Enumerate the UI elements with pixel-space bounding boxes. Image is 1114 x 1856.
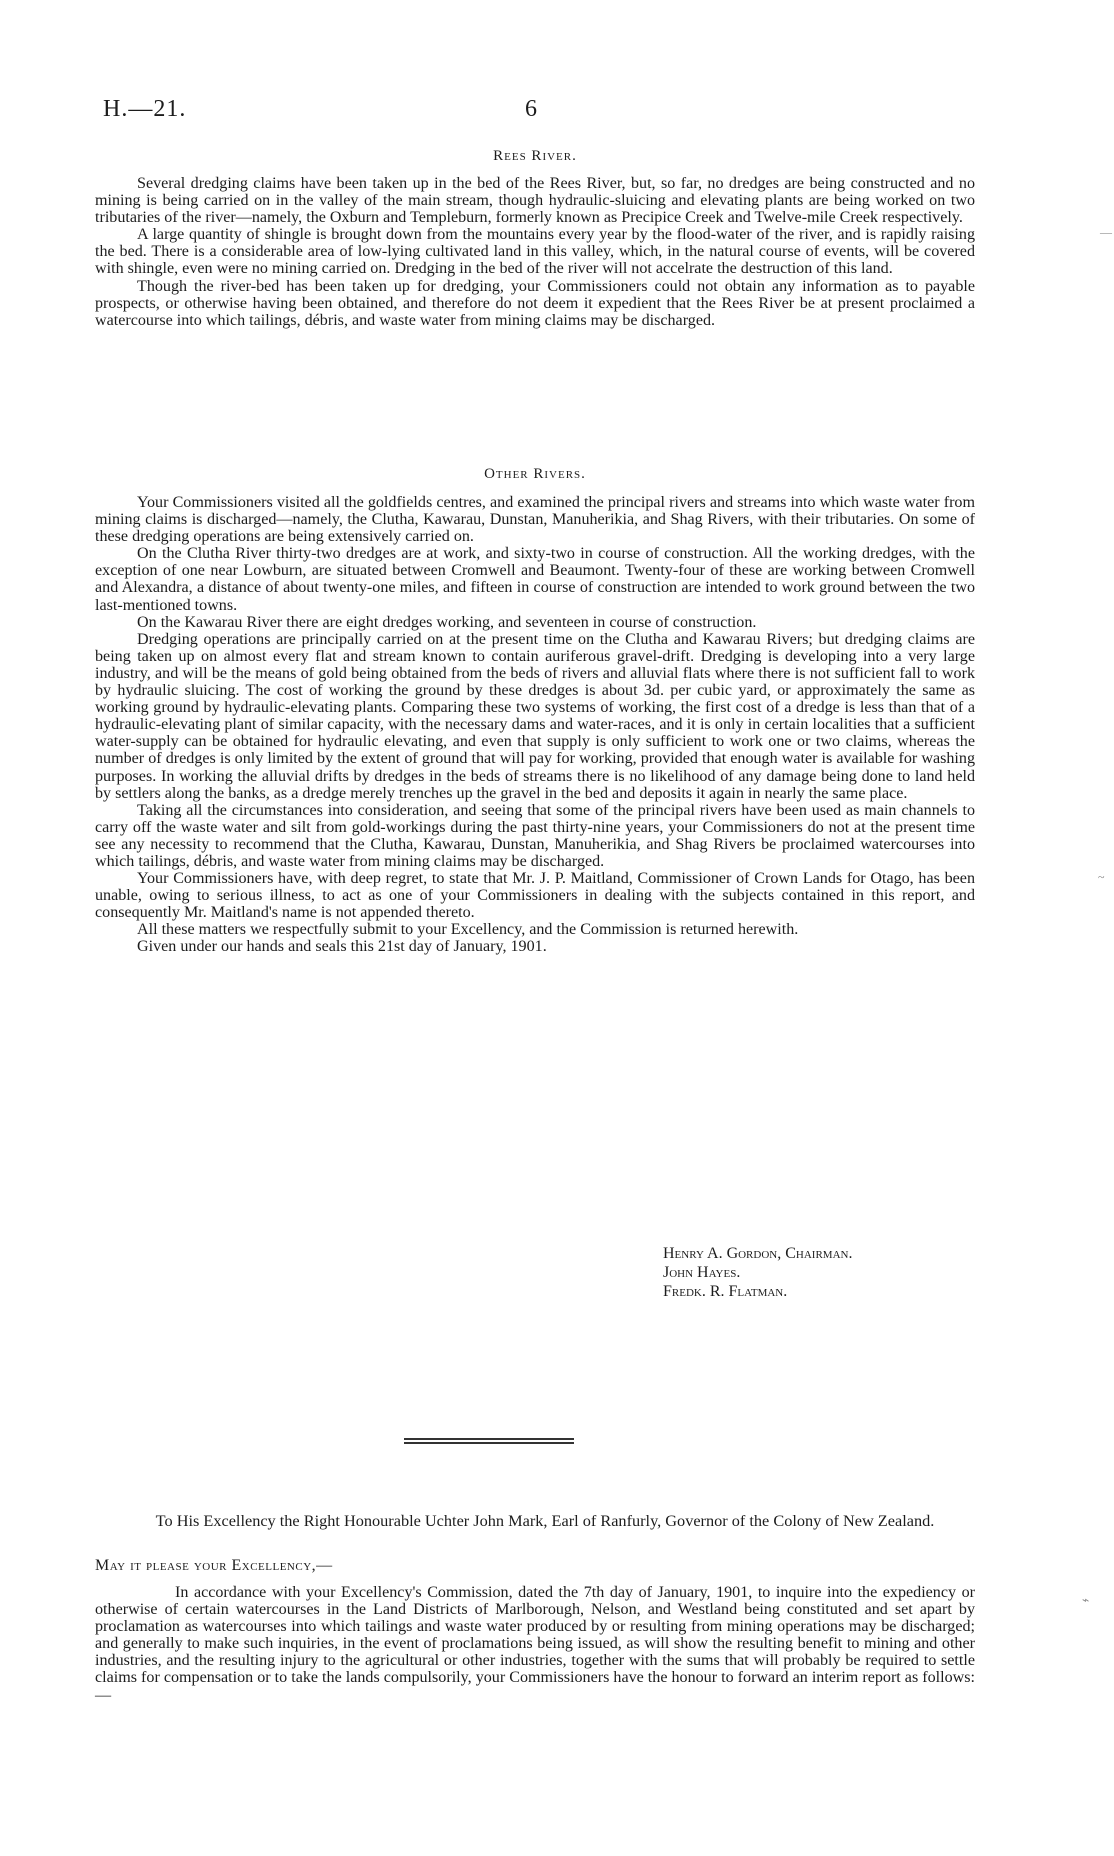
- salutation-text: May it please your Excellency,—: [95, 1557, 333, 1574]
- address-line: To His Excellency the Right Honourable Uchter John Mark, Earl of Ranfurly, Governor of the Colony of New Zealand.: [155, 1511, 935, 1530]
- section-heading-rees-river: Rees River.: [493, 148, 577, 164]
- page-header: [103, 96, 973, 126]
- signatory: John Hayes.: [663, 1264, 741, 1281]
- margin-mark: —: [1100, 225, 1112, 239]
- paragraph: Several dredging claims have been taken up in the bed of the Rees River, but, so far, no dredges are being constructed and no mining is being carried on in the valley of the main stream, though hydraulic-sluicing and elevating plants are being worked on two tributaries of the river—namely, the Oxburn and Templeburn, formerly known as Precipice Creek and Twelve-mile Creek respectively.: [95, 175, 975, 227]
- signature-block: [663, 1244, 852, 1301]
- paragraph: Though the river-bed has been taken up for dredging, your Commissioners could not obtain any information as to payable prospects, or otherwise having been obtained, and therefore do not deem it expedient that the Rees River be at present proclaimed a watercourse into which tailings, débris, and waste water from mining claims may be discharged.: [95, 277, 975, 329]
- signatory: Fredk. R. Flatman.: [663, 1283, 788, 1300]
- paragraph: On the Clutha River thirty-two dredges are at work, and sixty-two in course of construction. All the working dredges, with the exception of one near Lowburn, are situated between Cromwell and Beaumont. Twenty-four of these are working between Cromwell and Alexandra, a distance of about twenty-one miles, and fifteen in course of construction are intended to work ground between the two last-mentioned towns.: [95, 545, 975, 614]
- margin-mark: ⌁: [1082, 1593, 1090, 1607]
- page-number: 6: [525, 96, 537, 122]
- interim-report-intro: [95, 1584, 975, 1704]
- signatory: Henry A. Gordon, Chairman.: [663, 1245, 853, 1262]
- paragraph: A large quantity of shingle is brought down from the mountains every year by the flood-water of the river, and is rapidly raising the bed. There is a considerable area of low-lying cultivated land in this valley, which, in the natural course of events, will be covered with shingle, even were no mining carried on. Dredging in the bed of the river will not accelrate the destruction of this land.: [95, 226, 975, 278]
- paragraph: Taking all the circumstances into consideration, and seeing that some of the principal rivers have been used as main channels to carry off the waste water and silt from gold-workings during the past thirty-nine years, your Commissioners do not at the present time see any necessity to recommend that the Clutha, Kawarau, Dunstan, Manuherikia, and Shag Rivers be proclaimed watercourses into which tailings, débris, and waste water from mining claims may be discharged.: [95, 801, 975, 870]
- paragraph: On the Kawarau River there are eight dredges working, and seventeen in course of construction.: [137, 613, 757, 631]
- paragraph: In accordance with your Excellency's Commission, dated the 7th day of January, 1901, to inquire into the expediency or otherwise of certain watercourses in the Land Districts of Marlborough, Nelson, and Westland being constituted and set apart by proclamation as watercourses into which tailings and waste water produced by or resulting from mining operations may be discharged; and generally to make such inquiries, in the event of proclamations being issued, as will show the resulting benefit to mining and other industries, and the resulting injury to the agricultural or other industries, together with the sums that will probably be required to settle claims for compensation or to take the lands compulsorily, your Commissioners have the honour to forward an interim report as follows:—: [95, 1584, 975, 1704]
- paragraph: Dredging operations are principally carried on at the present time on the Clutha and Kawarau Rivers; but dredging claims are being taken up on almost every flat and stream known to contain auriferous gravel-drift. Dredging is developing into a very large industry, and will be the means of gold being obtained from the beds of rivers and alluvial flats where there is not sufficient fall to work by hydraulic sluicing. The cost of working the ground by these dredges is about 3d. per cubic yard, or approximately the same as working ground by hydraulic-elevating plants. Comparing these two systems of working, the first cost of a dredge is less than that of a hydraulic-elevating plant of similar capacity, with the necessary dams and water-races, and it is only in certain localities that a sufficient water-supply can be obtained for hydraulic elevating, and even that supply is only sufficient to work one or two claims, whereas the number of dredges is only limited by the extent of ground that will pay for working, provided that enough water is available for washing purposes. In working the alluvial drifts by dredges in the beds of streams there is no likelihood of any damage being done to land held by settlers along the banks, as a dredge merely trenches up the gravel in the bed and deposits it again in nearly the same place.: [95, 630, 975, 802]
- rees-river-body: [95, 175, 975, 329]
- margin-mark: ~: [1098, 870, 1105, 884]
- paragraph: Given under our hands and seals this 21st day of January, 1901.: [137, 938, 547, 956]
- section-heading-other-rivers: Other Rivers.: [484, 466, 586, 482]
- salutation: [95, 1557, 333, 1575]
- paragraph: All these matters we respectfully submit to your Excellency, and the Commission is returned herewith.: [137, 921, 799, 939]
- paragraph: Your Commissioners visited all the goldfields centres, and examined the principal rivers and streams into which waste water from mining claims is discharged—namely, the Clutha, Kawarau, Dunstan, Manuherikia, and Shag Rivers, with their tributaries. On some of these dredging operations are being extensively carried on.: [95, 494, 975, 546]
- document-reference: H.—21.: [103, 96, 187, 122]
- other-rivers-body: [95, 494, 975, 956]
- paragraph: Your Commissioners have, with deep regret, to state that Mr. J. P. Maitland, Commissioner of Crown Lands for Otago, has been unable, owing to serious illness, to act as one of your Commissioners in dealing with the subjects contained in this report, and consequently Mr. Maitland's name is not appended thereto.: [95, 870, 975, 922]
- section-divider: [404, 1438, 574, 1446]
